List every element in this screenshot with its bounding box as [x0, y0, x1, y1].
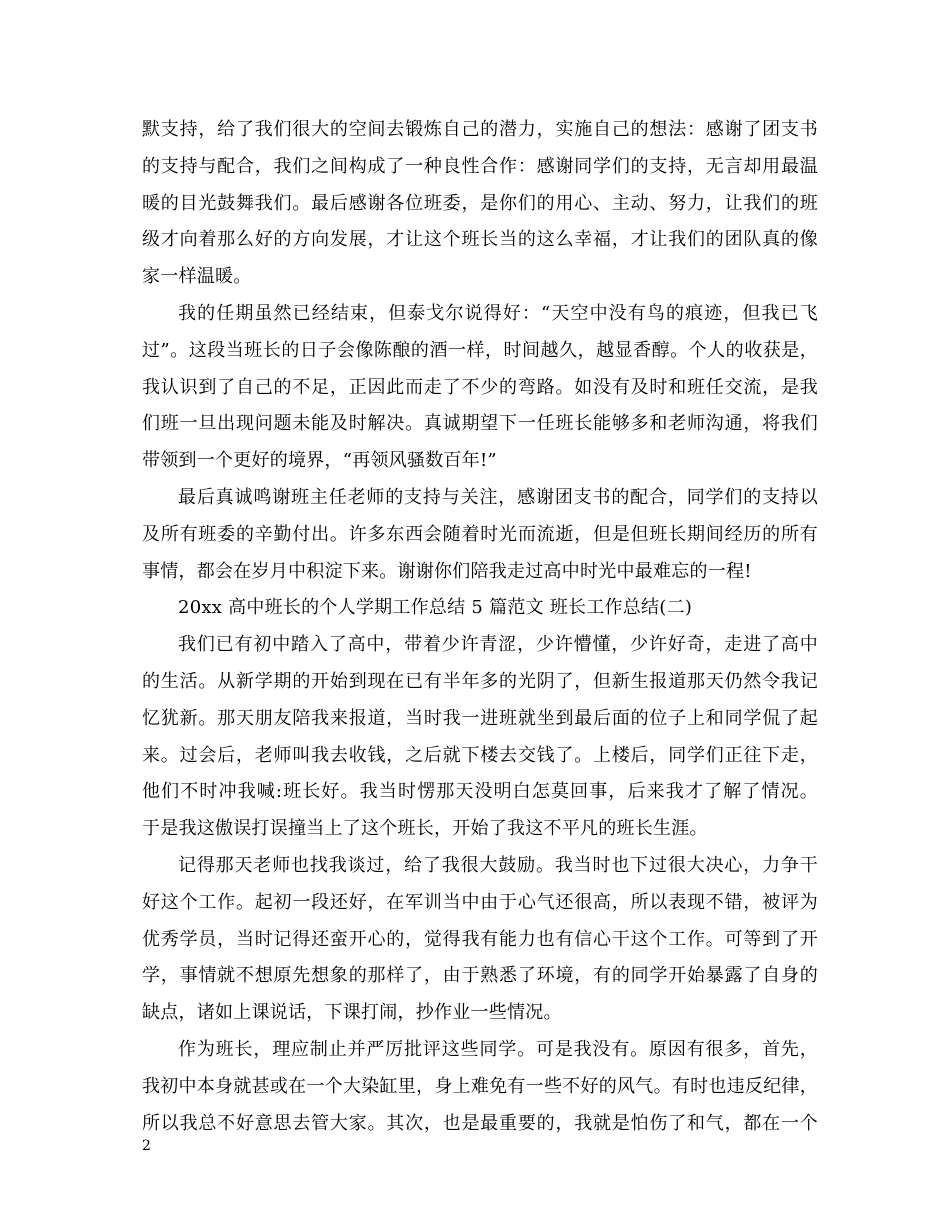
text-line: 优秀学员，当时记得还蛮开心的，觉得我有能力也有信心干这个工作。可等到了开	[142, 928, 818, 950]
text-line: 默支持，给了我们很大的空间去锻炼自己的潜力，实施自己的想法：感谢了团支书	[142, 119, 818, 140]
text-line: 带领到一个更好的境界，“再领风骚数百年!”	[142, 450, 497, 472]
text-line: 我认识到了自己的不足，正因此而走了不少的弯路。如没有及时和班任交流，是我	[142, 376, 818, 398]
text-line: 所以我总不好意思去管大家。其次，也是最重要的，我就是怕伤了和气，都在一个	[142, 1112, 818, 1134]
paragraph	[142, 627, 818, 848]
text-line: 缺点，诸如上课说话，下课打闹，抄作业一些情况。	[142, 1002, 562, 1024]
text-line: 的生活。从新学期的开始到现在已有半年多的光阴了，但新生报道那天仍然令我记	[142, 670, 818, 692]
text-line: 过”。这段当班长的日子会像陈酿的酒一样，时间越久，越显香醇。个人的收获是，	[142, 339, 818, 361]
text-line: 事情，都会在岁月中积淀下来。谢谢你们陪我走过高中时光中最难忘的一程!	[142, 560, 752, 582]
text-line: 的支持与配合，我们之间构成了一种良性合作：感谢同学们的支持，无言却用最温	[142, 155, 818, 177]
paragraph	[142, 296, 818, 480]
paragraph	[142, 848, 818, 1032]
text-line: 来。过会后，老师叫我去收钱，之后就下楼去交钱了。上楼后，同学们正往下走，	[142, 744, 818, 766]
text-line: 我的任期虽然已经结束，但泰戈尔说得好：“天空中没有鸟的痕迹，但我已飞	[178, 302, 818, 324]
paragraph	[142, 480, 818, 590]
document-body	[142, 112, 818, 1142]
paragraph	[142, 590, 818, 627]
text-line: 暖的目光鼓舞我们。最后感谢各位班委，是你们的用心、主动、努力，让我们的班	[142, 192, 818, 214]
text-line: 记得那天老师也找我谈过，给了我很大鼓励。我当时也下过很大决心，力争干	[178, 854, 818, 876]
text-line: 作为班长，理应制止并严厉批评这些同学。可是我没有。原因有很多，首先，	[178, 1038, 818, 1060]
text-line: 于是我这傲误打误撞当上了这个班长，开始了我这不平凡的班长生涯。	[142, 818, 708, 840]
text-line: 家一样温暖。	[142, 266, 252, 288]
text-line: 们班一旦出现问题未能及时解决。真诚期望下一任班长能够多和老师沟通，将我们	[142, 413, 818, 435]
paragraph	[142, 112, 818, 296]
text-line: 级才向着那么好的方向发展，才让这个班长当的这么幸福，才让我们的团队真的像	[142, 229, 818, 251]
page-number: 2	[142, 1138, 151, 1154]
text-line: 20xx 高中班长的个人学期工作总结 5 篇范文 班长工作总结(二)	[178, 597, 693, 619]
text-line: 及所有班委的辛勤付出。许多东西会随着时光而流逝，但是但班长期间经历的所有	[142, 523, 818, 545]
text-line: 他们不时冲我喊:班长好。我当时愣那天没明白怎莫回事，后来我才了解了情况。	[142, 781, 818, 803]
text-line: 学，事情就不想原先想象的那样了，由于熟悉了环境，有的同学开始暴露了自身的	[142, 965, 818, 987]
text-line: 忆犹新。那天朋友陪我来报道，当时我一进班就坐到最后面的位子上和同学侃了起	[142, 707, 818, 729]
text-line: 最后真诚鸣谢班主任老师的支持与关注，感谢团支书的配合，同学们的支持以	[178, 486, 818, 508]
text-line: 我初中本身就甚或在一个大染缸里，身上难免有一些不好的风气。有时也违反纪律，	[142, 1075, 818, 1097]
text-line: 我们已有初中踏入了高中，带着少许青涩，少许懵懂，少许好奇，走进了高中	[178, 634, 818, 656]
paragraph	[142, 1032, 818, 1142]
text-line: 好这个工作。起初一段还好，在军训当中由于心气还很高，所以表现不错，被评为	[142, 891, 818, 913]
